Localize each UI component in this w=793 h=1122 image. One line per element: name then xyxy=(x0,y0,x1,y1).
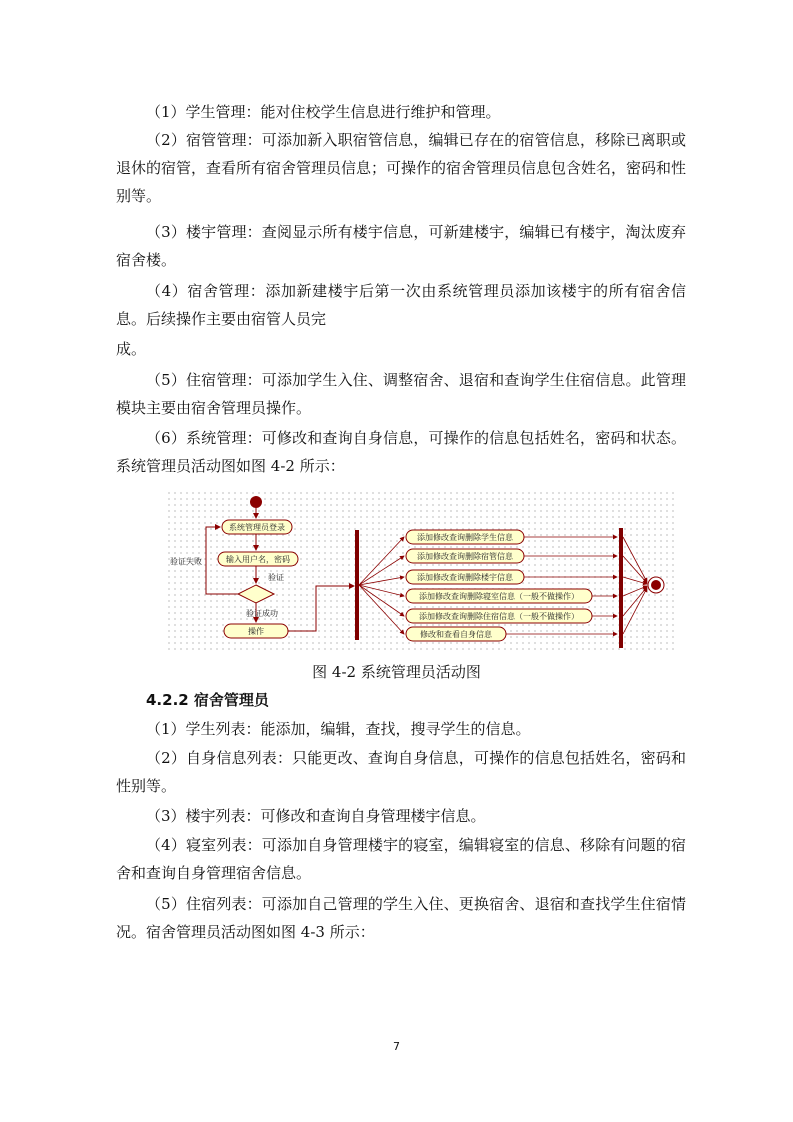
input-node xyxy=(218,552,298,566)
paragraph-stay-mgmt: （5）住宿管理：可添加学生入住、调整宿舍、退宿和查询学生住宿信息。此管理模块主要由宿舍管理员操作。 xyxy=(116,371,686,417)
section-heading: 4.2.2 宿舍管理员 xyxy=(146,691,269,709)
paragraph-dorm-mgmt: （4）宿舍管理：添加新建楼宇后第一次由系统管理员添加该楼宇的所有宿舍信息。后续操作主要由宿管人员完 xyxy=(116,282,686,328)
action-node-room xyxy=(406,589,592,603)
paragraph-self-info-list: （2）自身信息列表：只能更改、查询自身信息，可操作的信息包括姓名，密码和性别等。 xyxy=(116,749,686,795)
action-node-manager xyxy=(406,549,524,563)
svg-text:添加修改查询删除宿管信息: 添加修改查询删除宿管信息 xyxy=(417,552,513,561)
paragraph-student-list: （1）学生列表：能添加，编辑，查找，搜寻学生的信息。 xyxy=(146,720,531,738)
action-node-stay xyxy=(406,609,592,623)
end-node xyxy=(648,577,664,593)
paragraph-building-list: （3）楼宇列表：可修改和查询自身管理楼宇信息。 xyxy=(146,807,486,825)
verify-label: 验证 xyxy=(268,573,284,582)
start-node xyxy=(250,496,262,508)
verify-decision xyxy=(238,585,274,603)
paragraph-system-mgmt: （6）系统管理：可修改和查询自身信息，可操作的信息包括姓名，密码和状态。系统管理员活动图如图 4-2 所示： xyxy=(116,429,686,475)
svg-text:系统管理员登录: 系统管理员登录 xyxy=(229,523,285,532)
svg-text:添加修改查询删除学生信息: 添加修改查询删除学生信息 xyxy=(417,533,513,542)
figure-caption: 图 4-2 系统管理员活动图 xyxy=(312,663,481,681)
success-label: 验证成功 xyxy=(246,609,278,618)
operate-node xyxy=(224,624,288,638)
paragraph-dorm-manager-mgmt: （2）宿管管理：可添加新入职宿管信息，编辑已存在的宿管信息，移除已离职或退休的宿管，查看所有宿舍管理员信息；可操作的宿舍管理员信息包含姓名，密码和性别等。 xyxy=(116,131,687,205)
action-node-building xyxy=(406,570,524,584)
activity-diagram xyxy=(166,490,676,650)
svg-text:添加修改查询删除住宿信息（一般不做操作）: 添加修改查询删除住宿信息（一般不做操作） xyxy=(419,612,579,621)
login-node xyxy=(222,520,292,534)
page-number: 7 xyxy=(393,1040,400,1053)
join-bar xyxy=(619,528,623,648)
paragraph-dorm-mgmt-cont: 成。 xyxy=(116,340,147,358)
fork-bar xyxy=(355,530,359,640)
svg-text:添加修改查询删除寝室信息（一般不做操作）: 添加修改查询删除寝室信息（一般不做操作） xyxy=(419,592,579,601)
paragraph-student-mgmt: （1）学生管理：能对住校学生信息进行维护和管理。 xyxy=(146,103,501,121)
svg-text:修改和查看自身信息: 修改和查看自身信息 xyxy=(420,630,492,639)
paragraph-building-mgmt: （3）楼宇管理：查阅显示所有楼宇信息，可新建楼宇，编辑已有楼宇，淘汰废弃宿舍楼。 xyxy=(116,223,686,269)
paragraph-stay-list: （5）住宿列表：可添加自己管理的学生入住、更换宿舍、退宿和查找学生住宿情况。宿舍管理员活动图如图 4-3 所示： xyxy=(116,895,686,941)
svg-text:添加修改查询删除楼宇信息: 添加修改查询删除楼宇信息 xyxy=(417,573,513,582)
action-node-student xyxy=(406,530,524,544)
svg-text:输入用户名，密码: 输入用户名，密码 xyxy=(226,555,290,564)
svg-text:操作: 操作 xyxy=(248,627,264,636)
paragraph-room-list: （4）寝室列表：可添加自身管理楼宇的寝室，编辑寝室的信息、移除有问题的宿舍和查询自身管理宿舍信息。 xyxy=(116,836,686,882)
fail-label: 验证失败 xyxy=(170,557,202,566)
action-node-self xyxy=(406,627,506,641)
